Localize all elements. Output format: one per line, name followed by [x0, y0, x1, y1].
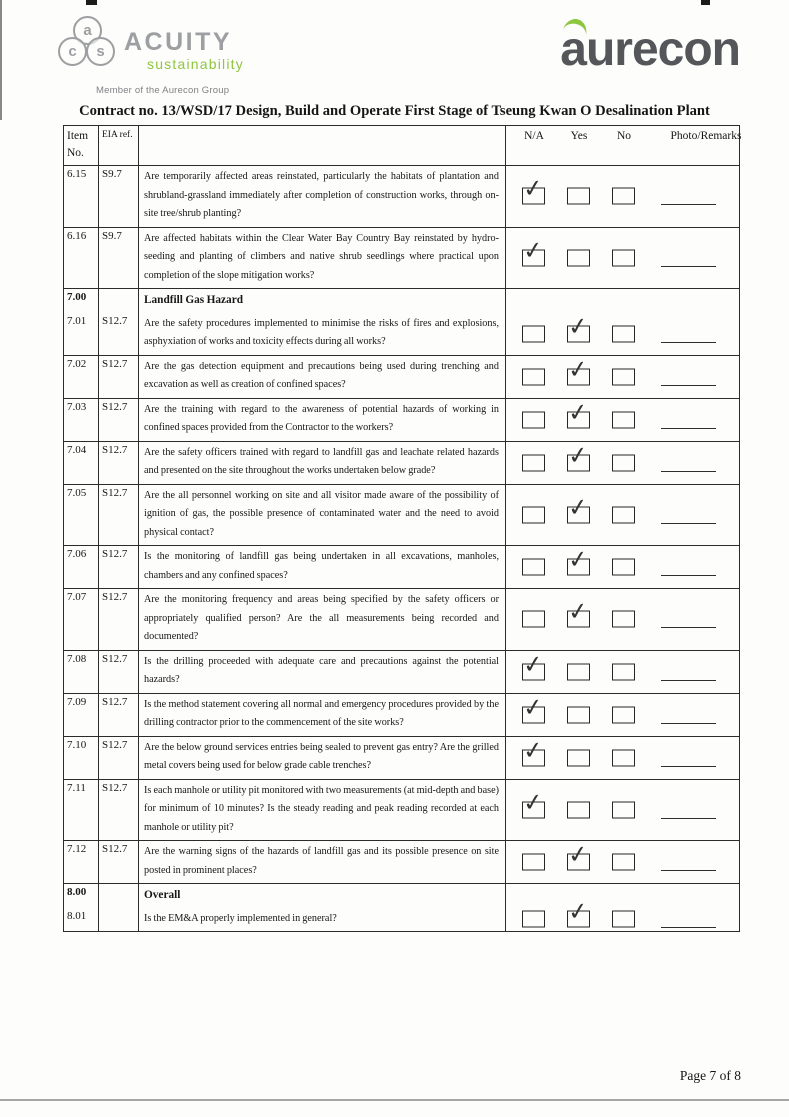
tick-mark: ✓ — [521, 691, 545, 723]
remarks-line[interactable] — [661, 204, 716, 205]
item-no: 7.11 — [64, 780, 99, 841]
question-row — [64, 396, 739, 442]
checkbox-no[interactable] — [612, 559, 635, 576]
checkbox-na[interactable] — [521, 648, 545, 680]
question-text: Are the below ground services entries being sealed to prevent gas entry? Are the grilled metal covers being used for below grade cable trenches? — [139, 737, 506, 779]
marks-cell — [506, 841, 739, 883]
eia-ref — [99, 908, 139, 932]
marks-cell — [506, 589, 739, 650]
item-no: 8.01 — [64, 908, 99, 932]
checkbox-na[interactable] — [522, 911, 545, 928]
col-header-marks — [506, 126, 742, 165]
checkbox-na[interactable] — [521, 787, 545, 818]
eia-ref: S9.7 — [99, 228, 139, 289]
question-text: Is the monitoring of landfill gas being undertaken in all excavations, manholes, chambers and any confined spaces? — [139, 546, 506, 588]
checkbox-no[interactable] — [612, 911, 635, 928]
eia-ref: S12.7 — [99, 356, 139, 398]
scan-artifact — [86, 0, 97, 5]
tick-mark: ✓ — [566, 544, 590, 575]
checkbox-yes[interactable] — [567, 188, 590, 205]
eia-ref: S12.7 — [99, 399, 139, 441]
col-header-eia: EIA ref. — [99, 126, 139, 165]
question-row — [64, 546, 739, 589]
checkbox-yes[interactable] — [566, 839, 590, 871]
item-no: 6.15 — [64, 166, 99, 227]
marks-cell — [506, 734, 739, 779]
checkbox-na[interactable] — [521, 173, 545, 205]
question-text: Is the method statement covering all normal and emergency procedures provided by the drilling contractor prior to the commencement of the site works? — [139, 694, 506, 736]
item-no: 7.08 — [64, 651, 99, 693]
question-row — [64, 648, 739, 694]
checkbox-no[interactable] — [612, 454, 635, 471]
scan-artifact — [701, 0, 710, 5]
checkbox-yes[interactable] — [566, 353, 590, 385]
eia-ref: S12.7 — [99, 442, 139, 484]
question-row — [64, 439, 739, 485]
question-text: Are the gas detection equipment and precautions being used during trenching and excavation as well as creation of confined spaces? — [139, 356, 506, 398]
marks-cell — [506, 884, 739, 908]
question-row — [64, 896, 739, 933]
item-no: 6.16 — [64, 228, 99, 289]
section-title: Landfill Gas Hazard — [139, 289, 506, 313]
eia-ref: S12.7 — [99, 694, 139, 736]
document-title: Contract no. 13/WSD/17 Design, Build and Operate First Stage of Tseung Kwan O Desalination Plant — [79, 103, 710, 119]
marks-cell — [506, 310, 739, 355]
monogram-letter-a: a — [73, 16, 102, 45]
checkbox-yes[interactable] — [567, 663, 590, 680]
question-text: Is the drilling proceeded with adequate care and precautions against the potential hazards? — [139, 651, 506, 693]
col-header-na: N/A — [524, 130, 544, 142]
col-header-yes: Yes — [570, 130, 588, 142]
checkbox-yes[interactable] — [566, 439, 590, 471]
checkbox-no[interactable] — [612, 749, 635, 766]
tick-mark: ✓ — [566, 396, 590, 428]
checkbox-no[interactable] — [612, 249, 635, 266]
aurecon-wordmark: aurecon — [560, 23, 740, 76]
tick-mark: ✓ — [521, 235, 545, 266]
checkbox-no[interactable] — [612, 801, 635, 818]
remarks-line[interactable] — [661, 927, 716, 928]
section-row — [64, 289, 739, 313]
checkbox-na[interactable] — [522, 559, 545, 576]
eia-ref: S12.7 — [99, 485, 139, 546]
tick-mark: ✓ — [566, 353, 590, 385]
tick-mark: ✓ — [566, 310, 590, 342]
checkbox-na[interactable] — [522, 611, 545, 628]
checkbox-no[interactable] — [612, 663, 635, 680]
remarks-line[interactable] — [661, 575, 716, 576]
scan-artifact — [0, 0, 2, 120]
marks-cell — [506, 546, 739, 588]
checkbox-yes[interactable] — [566, 492, 590, 523]
acuity-monogram-icon — [58, 16, 118, 72]
tick-mark: ✓ — [521, 648, 545, 680]
item-no: 7.09 — [64, 694, 99, 736]
aurecon-logo — [560, 23, 740, 76]
marks-cell — [506, 896, 739, 932]
checkbox-yes[interactable] — [566, 896, 590, 928]
question-row — [64, 780, 739, 842]
checkbox-na[interactable] — [522, 368, 545, 385]
item-no: 7.01 — [64, 313, 99, 355]
monogram-letter-s: s — [86, 37, 115, 66]
remarks-line[interactable] — [661, 428, 716, 429]
col-header-item — [64, 126, 99, 165]
checkbox-no[interactable] — [612, 611, 635, 628]
acuity-member-line: Member of the Aurecon Group — [96, 85, 230, 96]
eia-ref: S12.7 — [99, 841, 139, 883]
checkbox-yes[interactable] — [567, 706, 590, 723]
question-row — [64, 353, 739, 399]
checkbox-yes[interactable] — [567, 249, 590, 266]
item-no: 7.10 — [64, 737, 99, 779]
tick-mark: ✓ — [521, 173, 545, 204]
remarks-line[interactable] — [661, 266, 716, 267]
acuity-wordmark: ACUITY — [124, 28, 233, 56]
question-text: Are the safety procedures implemented to minimise the risks of fires and explosions, asphyxiation of works and toxicity effects during all works? — [139, 313, 506, 355]
col-header-no: No — [616, 130, 632, 142]
checkbox-no[interactable] — [612, 706, 635, 723]
checkbox-no[interactable] — [612, 325, 635, 342]
col-header-remarks: Photo/Remarks — [670, 130, 742, 142]
checkbox-na[interactable] — [522, 506, 545, 523]
checkbox-na[interactable] — [522, 854, 545, 871]
marks-cell — [506, 166, 739, 227]
checkbox-yes[interactable] — [566, 396, 590, 428]
item-no: 7.00 — [64, 289, 99, 313]
tick-mark: ✓ — [566, 896, 590, 927]
marks-cell — [506, 353, 739, 398]
question-row — [64, 734, 739, 780]
col-header-item-line2: No. — [67, 147, 84, 159]
item-no: 7.06 — [64, 546, 99, 588]
checkbox-no[interactable] — [612, 506, 635, 523]
remarks-line[interactable] — [661, 870, 716, 871]
checkbox-na[interactable] — [522, 411, 545, 428]
question-row — [64, 485, 739, 547]
section-row — [64, 884, 739, 908]
question-text: Is each manhole or utility pit monitored with two measurements (at mid-depth and base) for minimum of 10 minutes? Is the steady reading and peak reading recorded at each manhole or utility pit? — [139, 780, 506, 841]
question-row — [64, 691, 739, 737]
remarks-line[interactable] — [661, 342, 716, 343]
table-header-row — [64, 126, 742, 166]
question-text: Are the training with regard to the awareness of potential hazards of working in confined spaces provided from the Contractor to the workers? — [139, 399, 506, 441]
checklist-table — [63, 125, 740, 932]
eia-ref: S12.7 — [99, 737, 139, 779]
acuity-tagline: sustainability — [147, 56, 244, 72]
eia-ref — [99, 884, 139, 908]
question-row — [64, 589, 739, 651]
question-text: Are temporarily affected areas reinstated, particularly the habitats of plantation and shrubland-grassland immediately after completion of construction works, through on-site tree/shrub planting? — [139, 166, 506, 227]
eia-ref: S9.7 — [99, 166, 139, 227]
checkbox-yes[interactable] — [567, 749, 590, 766]
tick-mark: ✓ — [566, 839, 590, 870]
question-row — [64, 166, 739, 228]
question-text: Are the safety officers trained with regard to landfill gas and leachate related hazards and presented on the site throughout the works undertaken below grade? — [139, 442, 506, 484]
checkbox-no[interactable] — [612, 188, 635, 205]
scan-artifact — [0, 1099, 789, 1101]
remarks-line[interactable] — [661, 680, 716, 681]
checkbox-yes[interactable] — [566, 544, 590, 576]
item-no: 7.07 — [64, 589, 99, 650]
tick-mark: ✓ — [566, 596, 590, 627]
item-no: 7.04 — [64, 442, 99, 484]
checkbox-yes[interactable] — [567, 801, 590, 818]
checkbox-no[interactable] — [612, 854, 635, 871]
col-header-question — [139, 126, 506, 165]
remarks-line[interactable] — [661, 766, 716, 767]
item-no: 7.03 — [64, 399, 99, 441]
checkbox-na[interactable] — [521, 691, 545, 723]
tick-mark: ✓ — [566, 492, 590, 523]
remarks-line[interactable] — [661, 523, 716, 524]
marks-cell — [506, 439, 739, 484]
question-row — [64, 228, 739, 290]
question-text: Are the monitoring frequency and areas being specified by the safety officers or appropriately qualified person? Are the all measurements being recorded and documented? — [139, 589, 506, 650]
eia-ref: S12.7 — [99, 651, 139, 693]
tick-mark: ✓ — [566, 439, 590, 471]
remarks-line[interactable] — [661, 627, 716, 628]
item-no: 7.05 — [64, 485, 99, 546]
page-number: Page 7 of 8 — [679, 1068, 741, 1083]
section-title: Overall — [139, 884, 506, 908]
checkbox-yes[interactable] — [566, 596, 590, 628]
marks-cell — [506, 396, 739, 441]
acuity-logo — [58, 14, 278, 98]
checkbox-na[interactable] — [522, 325, 545, 342]
checkbox-yes[interactable] — [566, 310, 590, 342]
item-no: 7.12 — [64, 841, 99, 883]
eia-ref: S12.7 — [99, 313, 139, 355]
remarks-line[interactable] — [661, 471, 716, 472]
item-no: 7.02 — [64, 356, 99, 398]
checkbox-na[interactable] — [522, 454, 545, 471]
item-no: 8.00 — [64, 884, 99, 908]
checkbox-no[interactable] — [612, 411, 635, 428]
monogram-letter-c: c — [58, 37, 87, 66]
eia-ref: S12.7 — [99, 546, 139, 588]
remarks-line[interactable] — [661, 818, 716, 819]
question-row — [64, 310, 739, 356]
col-header-item-line1: Item — [67, 130, 89, 142]
question-text: Are the warning signs of the hazards of landfill gas and its possible presence on site posted in prominent places? — [139, 841, 506, 883]
eia-ref — [99, 289, 139, 313]
marks-cell — [506, 648, 739, 693]
question-text: Are affected habitats within the Clear Water Bay Country Bay reinstated by hydro-seeding and planting of climbers and native shrub seedlings where practical upon completion of the slope mitigation works? — [139, 228, 506, 289]
remarks-line[interactable] — [661, 723, 716, 724]
table-body — [64, 166, 739, 932]
checkbox-na[interactable] — [521, 235, 545, 266]
tick-mark: ✓ — [521, 787, 545, 818]
marks-cell — [506, 691, 739, 736]
marks-cell — [506, 485, 739, 546]
eia-ref: S12.7 — [99, 780, 139, 841]
checkbox-na[interactable] — [521, 734, 545, 766]
marks-cell — [506, 780, 739, 841]
marks-cell — [506, 228, 739, 289]
question-text: Is the EM&A properly implemented in general? — [139, 908, 506, 932]
question-text: Are the all personnel working on site and all visitor made aware of the possibility of ignition of gas, the possible presence of contaminated water and the need to avoid physical contact? — [139, 485, 506, 546]
remarks-line[interactable] — [661, 385, 716, 386]
eia-ref: S12.7 — [99, 589, 139, 650]
marks-cell — [506, 289, 739, 313]
checkbox-no[interactable] — [612, 368, 635, 385]
question-row — [64, 841, 739, 884]
tick-mark: ✓ — [521, 734, 545, 766]
